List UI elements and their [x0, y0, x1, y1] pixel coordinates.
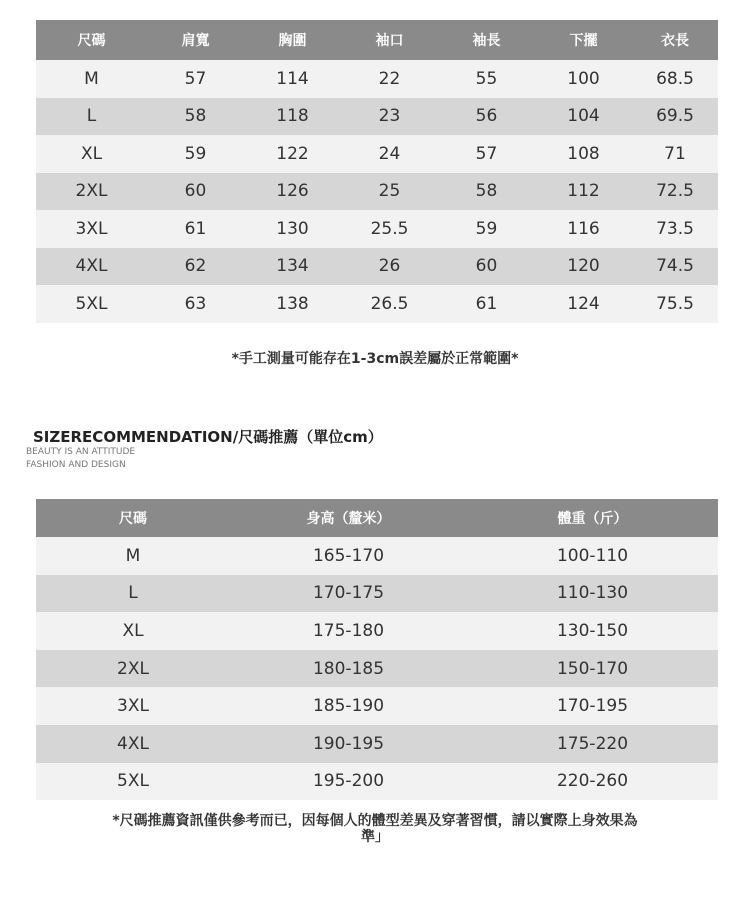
table-row — [36, 687, 718, 725]
table-row — [36, 763, 718, 801]
table-cell: 108 — [535, 135, 632, 173]
size-header-length: 衣長 — [632, 20, 718, 60]
recommendation-table — [36, 499, 718, 800]
table-cell: 175-220 — [467, 725, 718, 763]
table-cell: 24 — [341, 135, 438, 173]
table-cell: 60 — [147, 173, 244, 211]
table-cell: 72.5 — [632, 173, 718, 211]
table-cell: M — [36, 60, 147, 98]
table-cell: 195-200 — [230, 763, 467, 801]
table-cell: XL — [36, 612, 230, 650]
table-row — [36, 650, 718, 688]
table-cell: 150-170 — [467, 650, 718, 688]
table-cell: 180-185 — [230, 650, 467, 688]
table-cell: 134 — [244, 248, 341, 286]
table-cell: 4XL — [36, 248, 147, 286]
table-cell: 110-130 — [467, 575, 718, 613]
table-cell: 25.5 — [341, 210, 438, 248]
table-cell: 25 — [341, 173, 438, 211]
table-row — [36, 248, 718, 286]
table-cell: 63 — [147, 285, 244, 323]
recommendation-header-row — [36, 499, 718, 537]
table-cell: 59 — [438, 210, 535, 248]
size-header-hem: 下擺 — [535, 20, 632, 60]
table-cell: 69.5 — [632, 98, 718, 136]
table-cell: 124 — [535, 285, 632, 323]
table-row — [36, 135, 718, 173]
table-cell: 130 — [244, 210, 341, 248]
table-cell: 61 — [147, 210, 244, 248]
table-cell: 55 — [438, 60, 535, 98]
size-table — [36, 20, 718, 323]
recommendation-subtitle-line1: BEAUTY IS AN ATTITUDE — [26, 447, 136, 457]
table-cell: M — [36, 537, 230, 575]
table-cell: 62 — [147, 248, 244, 286]
table-cell: 3XL — [36, 210, 147, 248]
size-header-cuff: 袖口 — [341, 20, 438, 60]
table-row — [36, 537, 718, 575]
table-cell: 116 — [535, 210, 632, 248]
table-cell: 23 — [341, 98, 438, 136]
table-row — [36, 285, 718, 323]
table-cell: 3XL — [36, 687, 230, 725]
table-row — [36, 210, 718, 248]
recommendation-note-line2: 準」 — [361, 829, 389, 845]
table-cell: 118 — [244, 98, 341, 136]
size-header-chest: 胸圍 — [244, 20, 341, 60]
table-cell: L — [36, 98, 147, 136]
table-cell: 126 — [244, 173, 341, 211]
size-header-sleeve: 袖長 — [438, 20, 535, 60]
table-cell: 56 — [438, 98, 535, 136]
table-cell: 2XL — [36, 650, 230, 688]
table-cell: 130-150 — [467, 612, 718, 650]
table-cell: 185-190 — [230, 687, 467, 725]
size-header-shoulder: 肩寬 — [147, 20, 244, 60]
table-cell: 71 — [632, 135, 718, 173]
table-cell: 60 — [438, 248, 535, 286]
table-cell: 59 — [147, 135, 244, 173]
table-cell: L — [36, 575, 230, 613]
table-cell: 5XL — [36, 285, 147, 323]
table-cell: 100 — [535, 60, 632, 98]
table-cell: 58 — [147, 98, 244, 136]
table-cell: 26.5 — [341, 285, 438, 323]
table-cell: 4XL — [36, 725, 230, 763]
measurement-note: *手工測量可能存在1-3cm誤差屬於正常範圍* — [231, 351, 519, 367]
table-cell: 68.5 — [632, 60, 718, 98]
table-cell: 170-195 — [467, 687, 718, 725]
table-cell: 165-170 — [230, 537, 467, 575]
table-cell: 61 — [438, 285, 535, 323]
table-row — [36, 612, 718, 650]
rec-header-weight: 體重（斤） — [467, 499, 718, 537]
table-cell: 112 — [535, 173, 632, 211]
rec-header-height: 身高（釐米） — [230, 499, 467, 537]
table-cell: 175-180 — [230, 612, 467, 650]
recommendation-title: SIZERECOMMENDATION/尺碼推薦（單位cm） — [33, 428, 383, 446]
table-cell: 122 — [244, 135, 341, 173]
size-table-header-row — [36, 20, 718, 60]
recommendation-subtitle-line2: FASHION AND DESIGN — [26, 460, 126, 470]
table-cell: 100-110 — [467, 537, 718, 575]
size-header-size: 尺碼 — [36, 20, 147, 60]
table-cell: 120 — [535, 248, 632, 286]
table-row — [36, 575, 718, 613]
table-row — [36, 173, 718, 211]
table-cell: 75.5 — [632, 285, 718, 323]
table-cell: 22 — [341, 60, 438, 98]
table-cell: 58 — [438, 173, 535, 211]
table-cell: 170-175 — [230, 575, 467, 613]
table-cell: 114 — [244, 60, 341, 98]
table-row — [36, 98, 718, 136]
table-cell: 104 — [535, 98, 632, 136]
table-cell: XL — [36, 135, 147, 173]
table-row — [36, 60, 718, 98]
table-cell: 5XL — [36, 763, 230, 801]
rec-header-size: 尺碼 — [36, 499, 230, 537]
table-cell: 57 — [438, 135, 535, 173]
table-cell: 73.5 — [632, 210, 718, 248]
table-cell: 138 — [244, 285, 341, 323]
table-cell: 190-195 — [230, 725, 467, 763]
table-cell: 220-260 — [467, 763, 718, 801]
recommendation-note — [80, 813, 670, 845]
table-cell: 74.5 — [632, 248, 718, 286]
table-cell: 2XL — [36, 173, 147, 211]
recommendation-note-line1: *尺碼推薦資訊僅供參考而已，因每個人的體型差異及穿著習慣，請以實際上身效果為 — [112, 813, 638, 829]
table-cell: 57 — [147, 60, 244, 98]
table-row — [36, 725, 718, 763]
table-cell: 26 — [341, 248, 438, 286]
